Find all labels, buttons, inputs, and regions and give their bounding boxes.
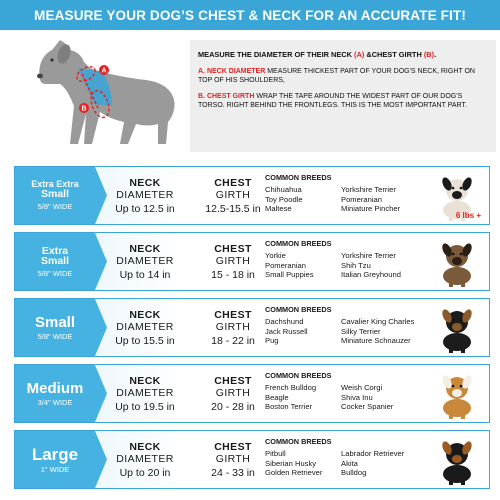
breed-name: Shiva Inu	[341, 392, 373, 402]
neck-measure	[97, 309, 193, 348]
neck-measure-value: Up to 15.5 in	[115, 335, 175, 347]
size-name: Large	[31, 444, 79, 464]
size-name-line2: Small	[40, 188, 69, 201]
size-label	[15, 233, 95, 290]
chest-measure-label: CHEST	[214, 441, 252, 453]
chest-measure-value: 15 - 18 in	[211, 269, 255, 281]
strap-width: 5/8" WIDE	[37, 331, 73, 341]
chest-measure-value: 20 - 28 in	[211, 401, 255, 413]
chest-measure-sublabel: GIRTH	[215, 189, 251, 201]
neck-measure-label: NECK	[129, 177, 161, 189]
dog-photo	[431, 236, 483, 288]
breed-name: Pitbull	[265, 449, 286, 458]
dog-photo	[431, 434, 483, 486]
size-row	[14, 364, 490, 423]
chest-measure-value: 24 - 33 in	[211, 467, 255, 479]
dog-photo	[431, 302, 483, 354]
breed-name: Jack Russell	[265, 326, 308, 336]
breed-name: Miniature Pincher	[341, 204, 401, 214]
size-row	[14, 298, 490, 357]
breed-name: Maltese	[265, 204, 292, 214]
neck-measure-value: Up to 14 in	[119, 269, 171, 281]
neck-measure-sublabel: DIAMETER	[116, 321, 174, 333]
chest-measure-label: CHEST	[214, 309, 252, 321]
size-label	[15, 299, 95, 356]
size-name: Extra	[41, 244, 69, 257]
breeds-title: COMMON BREEDS	[265, 437, 332, 446]
strap-width: 5/8" WIDE	[37, 201, 73, 211]
size-label	[15, 365, 95, 422]
size-name-line2: Small	[40, 255, 69, 267]
breed-name: Yorkie	[265, 251, 286, 260]
breed-name: Chihuahua	[265, 185, 302, 194]
marker-a: A	[101, 67, 107, 75]
marker-b: B	[81, 105, 87, 113]
breed-name: Labrador Retriever	[341, 449, 405, 458]
size-label	[15, 431, 95, 488]
breed-name: Beagle	[265, 392, 289, 402]
size-row	[14, 430, 490, 489]
neck-measure	[97, 441, 193, 480]
neck-measure-sublabel: DIAMETER	[116, 189, 174, 201]
size-name: Medium	[26, 379, 84, 397]
neck-measure-sublabel: DIAMETER	[116, 453, 174, 465]
neck-measure-value: Up to 12.5 in	[115, 203, 175, 215]
breed-name: Dachshund	[265, 317, 304, 326]
breed-name: Weish Corgi	[341, 383, 383, 392]
breed-name: Italian Greyhound	[341, 270, 401, 280]
common-breeds	[265, 371, 435, 412]
breed-name: Yorkshire Terrier	[341, 185, 396, 194]
page-title: MEASURE YOUR DOG’S CHEST & NECK FOR AN ACCURATE FIT!	[34, 7, 466, 23]
breed-name: Bulldog	[341, 468, 367, 478]
strap-width: 5/8" WIDE	[37, 268, 73, 278]
neck-measure	[97, 177, 193, 216]
neck-measure-sublabel: DIAMETER	[116, 255, 174, 267]
strap-width: 1" WIDE	[40, 464, 70, 474]
chest-measure-label: CHEST	[214, 243, 252, 255]
common-breeds	[265, 305, 435, 346]
breed-name: Pug	[265, 336, 279, 346]
chest-measure-value: 18 - 22 in	[211, 335, 255, 347]
breed-name: Boston Terrier	[265, 402, 313, 412]
breeds-title: COMMON BREEDS	[265, 371, 332, 380]
breed-name: Akita	[341, 458, 358, 468]
neck-measure	[97, 243, 193, 282]
chest-instruction: B. CHEST GIRTH WRAP THE TAPE AROUND THE WIDEST PART OF OUR DOG'S TORSO. RIGHT BEHIND THE FRONTLEGS. THIS IS THE MOST IMPORTANT PART.	[198, 92, 467, 110]
chest-measure-sublabel: GIRTH	[215, 387, 251, 399]
breed-name: Pomeranian	[341, 194, 382, 204]
neck-measure-label: NECK	[129, 309, 161, 321]
breed-name: Siberian Husky	[265, 458, 317, 468]
size-name: Extra Extra	[31, 179, 79, 190]
neck-measure-label: NECK	[129, 243, 161, 255]
breeds-title: COMMON BREEDS	[265, 305, 332, 314]
neck-measure-label: NECK	[129, 441, 161, 453]
breed-name: Silky Terrier	[341, 326, 381, 336]
breed-name: Miniature Schnauzer	[341, 336, 411, 346]
neck-measure	[97, 375, 193, 414]
breed-name: Cocker Spanier	[341, 402, 394, 412]
chest-measure-sublabel: GIRTH	[215, 321, 251, 333]
breed-name: Pomeranian	[265, 260, 306, 270]
header-banner	[0, 0, 500, 30]
breed-name: French Bulldog	[265, 383, 317, 392]
chest-measure-label: CHEST	[214, 177, 252, 189]
breeds-title: COMMON BREEDS	[265, 173, 332, 182]
breed-name: Golden Retriever	[265, 468, 323, 478]
breed-name: Small Puppies	[265, 270, 314, 280]
chest-measure-value: 12.5-15.5 in	[205, 203, 261, 215]
weight-note: 6 lbs +	[455, 211, 481, 220]
breed-name: Yorkshire Terrier	[341, 251, 396, 260]
size-name: Small	[34, 313, 76, 331]
chest-measure-sublabel: GIRTH	[215, 255, 251, 267]
instructions-panel	[190, 40, 496, 152]
common-breeds	[265, 239, 435, 280]
neck-instruction: A. NECK DIAMETER MEASURE THICKEST PART OF YOUR DOG'S NECK, RIGHT ON TOP OF HIS SHOULDERS,	[198, 68, 475, 85]
strap-width: 3/4" WIDE	[37, 397, 73, 407]
size-label	[15, 167, 95, 224]
breeds-title: COMMON BREEDS	[265, 239, 332, 248]
dog-photo	[431, 368, 483, 420]
chest-measure-label: CHEST	[214, 375, 252, 387]
neck-measure-sublabel: DIAMETER	[116, 387, 174, 399]
neck-measure-label: NECK	[129, 375, 161, 387]
breed-name: Cavalier King Charles	[341, 317, 415, 326]
instructions-title: MEASURE THE DIAMETER OF THEIR NECK (A) &CHEST GIRTH (B).	[198, 50, 437, 59]
size-row	[14, 166, 490, 225]
common-breeds	[265, 437, 435, 478]
neck-measure-value: Up to 19.5 in	[115, 401, 175, 413]
breed-name: Toy Poodle	[265, 194, 303, 204]
chest-measure-sublabel: GIRTH	[215, 453, 251, 465]
common-breeds	[265, 173, 435, 214]
size-row	[14, 232, 490, 291]
neck-measure-value: Up to 20 in	[119, 467, 171, 479]
dog-measurement-illustration	[16, 34, 184, 152]
breed-name: Shih Tzu	[341, 260, 371, 270]
